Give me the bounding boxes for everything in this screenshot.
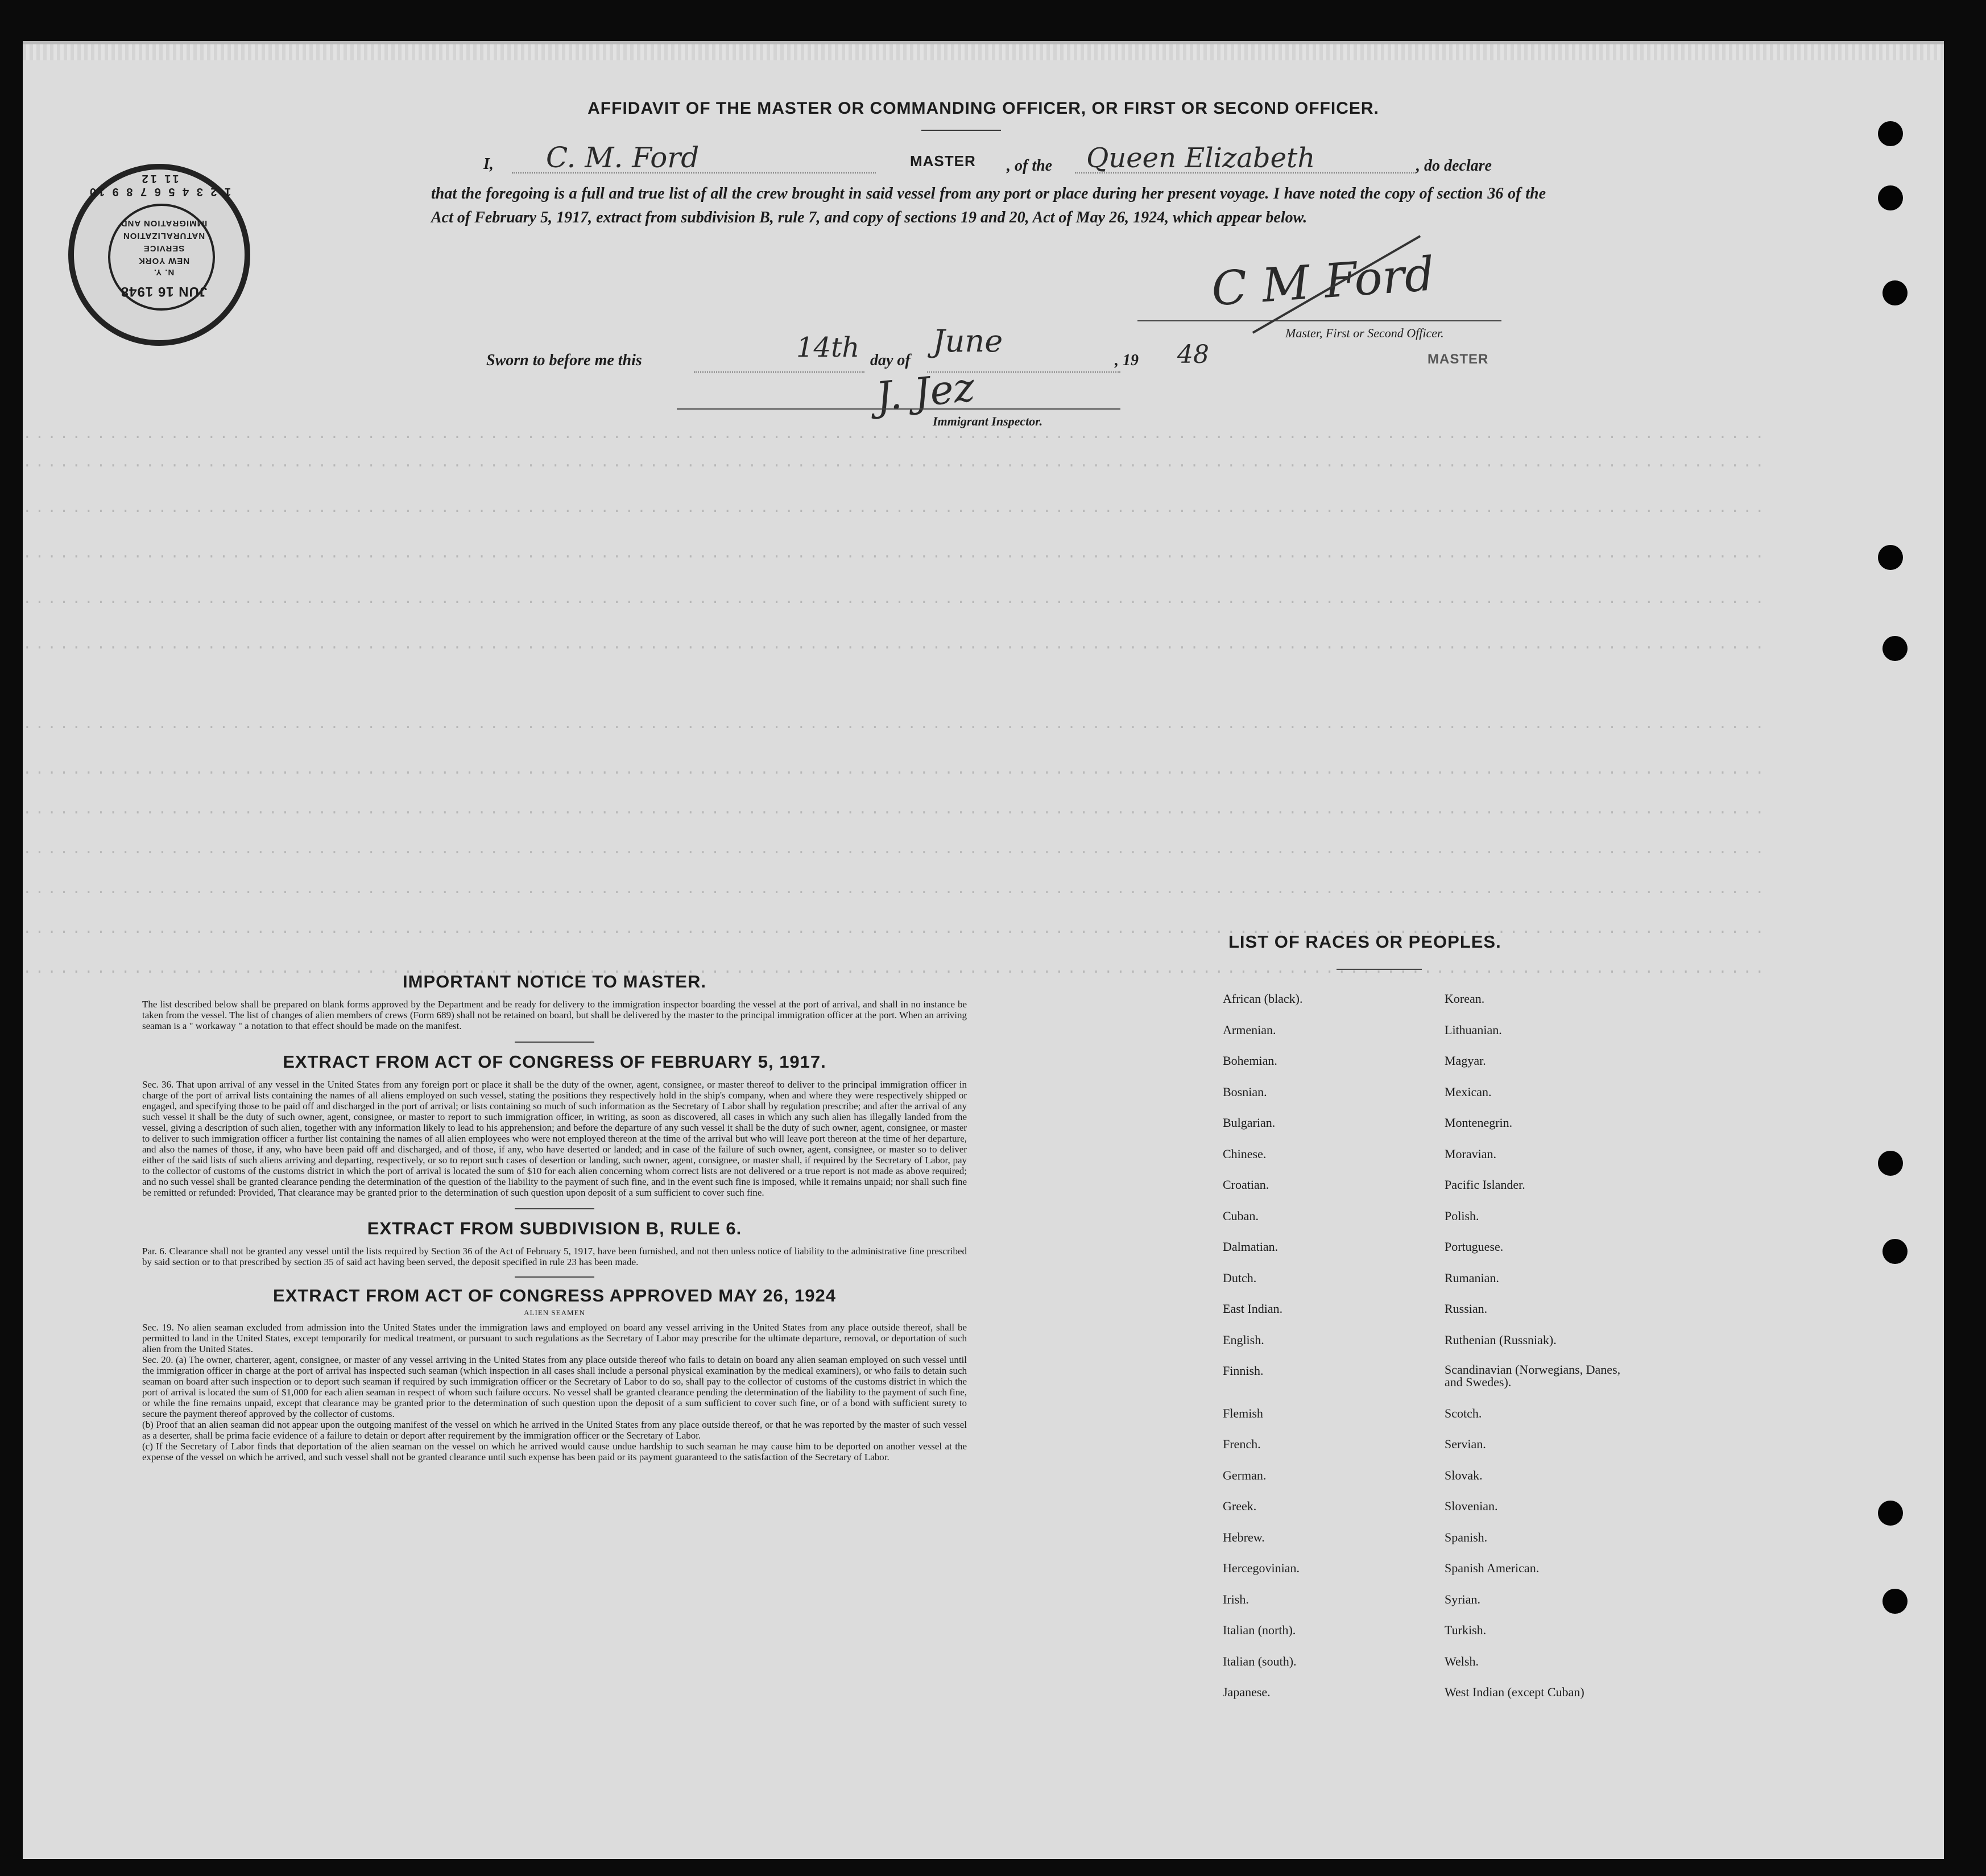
- race-item: Magyar.: [1445, 1053, 1486, 1068]
- officer-name-line: [512, 172, 876, 173]
- race-item: Polish.: [1445, 1208, 1479, 1223]
- race-item: Scandinavian (Norwegians, Danes, and Swedes).: [1445, 1362, 1621, 1389]
- stamp-text-3: SERVICE: [143, 243, 185, 253]
- race-item: German.: [1223, 1468, 1267, 1482]
- race-item: Syrian.: [1445, 1592, 1480, 1606]
- race-item: Spanish American.: [1445, 1561, 1540, 1575]
- punch-hole: [1882, 636, 1908, 661]
- stamp-text-2: NATURALIZATION: [122, 231, 205, 241]
- race-item: Dutch.: [1223, 1270, 1257, 1285]
- signature-caption: Master, First or Second Officer.: [1285, 326, 1444, 340]
- race-item: Cuban.: [1223, 1208, 1259, 1223]
- extract-1917-text: Sec. 36. That upon arrival of any vessel in the United States from any foreign port or place it shall be the duty of the owner, agent, consignee, or master thereof to deliver to the principal immigration officer in charge of the port of arrival lists containing the names of all aliens employed on such vessel, stating the positions they respectively hold in the ship's company, when and where they were respectively shipped or engaged, and specifying those to be paid off and discharged in the port of arrival; or lists containing so much of such information as the Secretary of Labor shall by regulation prescribe; and after the arrival of any such vessel it shall be the duty of such owner, agent, consignee, or master to report to such immigration officer, in writing, as soon as discovered, all cases in which any such alien has illegally landed from the vessel, giving a description of such alien, together with any information likely to lead to his apprehension; and before the departure of any such vessel it shall be the duty of such owner, agent, consignee, or master to deliver to such immigration officer a further list containing the names of all alien employees who were not employed thereon at the time of the arrival but who will leave port thereon at the time of her departure, and also the names of those, if any, who have been paid off and discharged, and of those, if any, who have deserted or landed; and in case of the failure of such owner, agent, consignee, or master so to deliver either of the said lists of such aliens arriving and departing, respectively, or so to report such cases of desertion or landing, such owner, agent, consignee, or master shall, if required by the Secretary of Labor, pay to the collector of customs of the customs district in which the port of arrival is located the sum of $10 for each alien concerning whom correct lists are not delivered or a true report is not made as above required; and no such vessel shall be granted clearance pending the determination of the question of the liability to the payment of such fine, and in the event such fine is imposed, while it remains unpaid; nor shall such fine be remitted or refunded: Provided, That clearance may be granted prior to the determination of such question upon deposit of a sum sufficient to cover such fine.: [142, 1079, 967, 1198]
- punch-hole: [1878, 121, 1903, 146]
- race-item: Italian (south).: [1223, 1654, 1297, 1668]
- signature-master-stamp: MASTER: [1428, 352, 1489, 367]
- signature-line: [1137, 320, 1501, 321]
- vessel-name-line: [1075, 172, 1416, 173]
- stamp-text-5: N. Y.: [153, 267, 175, 277]
- stamp-ring-numbers: 1 2 3 4 5 6 7 8 9 10 11 12: [87, 172, 231, 198]
- important-notice-text: The list described below shall be prepared on blank forms approved by the Department and be ready for delivery to the immigration inspector boarding the vessel at the port of arrival, and shall in no instance be taken from the vessel. The list of changes of alien members of crews (Form 689) shall not be retained on board, but shall be delivered by the master to the principal immigration officer at the port. When an arriving seaman is a " workaway " a notation to that effect should be made on the manifest.: [142, 999, 967, 1031]
- race-item: Portuguese.: [1445, 1239, 1504, 1254]
- race-item: Irish.: [1223, 1592, 1249, 1606]
- race-item: Japanese.: [1223, 1685, 1271, 1699]
- race-item: Finnish.: [1223, 1363, 1264, 1378]
- race-item: Pacific Islander.: [1445, 1177, 1525, 1192]
- extract-1917-title: EXTRACT FROM ACT OF CONGRESS OF FEBRUARY 5, 1917.: [283, 1052, 826, 1072]
- year-prefix: , 19: [1115, 352, 1139, 369]
- race-item: Slovenian.: [1445, 1499, 1498, 1513]
- race-item: Rumanian.: [1445, 1270, 1499, 1285]
- race-item: Hebrew.: [1223, 1530, 1265, 1544]
- race-item: Welsh.: [1445, 1654, 1479, 1668]
- race-item: Ruthenian (Russniak).: [1445, 1332, 1557, 1347]
- punch-hole: [1878, 1501, 1903, 1526]
- extract-rule6-title: EXTRACT FROM SUBDIVISION B, RULE 6.: [367, 1218, 742, 1238]
- manifest-page: .............................................................................................................................................. .............................................................................................................................................. .............................................................................................................................................. .............................................................................................................................................. .............................................................................................................................................. .............................................................................................................................................. .............................................................................................................................................. .............................................................................................................................................. .............................................................................................................................................. .............................................................................................................................................. .............................................................................................................................................. .............................................................................................................................................. .............................................................................................................................................. AFFIDAVIT OF THE MASTER OR COMMANDING OFFICER, OR FIRST OR SECOND OFFICER. I, C. M. Ford MASTER , of the Queen Elizabeth , do declare that the foregoing is a full and true list of all the crew brought in said vessel from any port or place during her present voyage. I have noted the copy of section 36 of the Act of February 5, 1917, extract from subdivision B, rule 7, and copy of sections 19 and 20, Act of May 26, 1924, which appear below. C M Ford Master, First or Second Officer. MASTER Sworn to before me this 14th day of June , 19 48 J. Jez Immigrant Inspector. IMMIGRATION AND NATURALIZATION SERVICE NEW YORK N. Y. JUN 16 1948 1 2 3 4 5 6 7 8 9 10 11 12 IMPORTANT NOTICE TO MASTER. The list described below shall be prepared on blank forms approved by the Department and be ready for delivery to the immigration inspector boarding the vessel at the port of arrival, and shall in no instance be taken from the vessel. The list of changes of alien members of crews (Form 689) shall not be retained on board, but shall be delivered by the master to the principal immigration officer at the port. When an arriving seaman is a " workaway " a notation to that effect should be made on the manifest. EXTRACT FROM ACT OF CONGRESS OF FEBRUARY 5, 1917. Sec. 36. That upon arrival of any vessel in the United States from any foreign port or place it shall be the duty of the owner, agent, consignee, or master thereof to deliver to the principal immigration officer in charge of the port of arrival lists containing the names of all aliens employed on such vessel, stating the positions they respectively hold in the ship's company, when and where they were respectively shipped or engaged, and specifying those to be paid off and discharged in the port of arrival; or lists containing so much of such information as the Secretary of Labor shall by regulation prescribe; and after the arrival of any such vessel it shall be the duty of such owner, agent, consignee, or master to report to such immigration officer, in writing, as soon as discovered, all cases in which any such alien has illegally landed from the vessel, giving a description of such alien, together with any information likely to lead to his apprehension; and before the departure of any such vessel it shall be the duty of such owner, agent, consignee, or master to deliver to such immigration officer a further list containing the names of all alien employees who were not employed thereon at the time of the arrival but who will leave port thereon at the time of her departure, and also the names of those, if any, who have been paid off and discharged, and of those, if any, who have deserted or landed; and in case of the failure of such owner, agent, consignee, or master so to deliver either of the said lists of such aliens arriving and departing, respectively, or so to report such cases of desertion or landing, such owner, agent, consignee, or master shall, if required by the Secretary of Labor, pay to the collector of customs of the customs district in which the port of arrival is located the sum of $10 for each alien concerning whom correct lists are not delivered or a true report is not made as above required; and no such vessel shall be granted clearance pending the determination of the question of the liability to the payment of such fine, and in the event such fine is imposed, while it remains unpaid; nor shall such fine be remitted or refunded: Provided, That clearance may be granted prior to the determination of such question upon deposit of a sum sufficient to cover such fine. EXTRACT FROM SUBDIVISION B, RULE 6. Par. 6. Clearance shall not be granted any vessel until the lists required by Section 36 of the Act of February 5, 1917, have been furnished, and not then unless notice of liability to the administrative fine prescribed by said section or to that prescribed by section 35 of said act having been served, the deposit specified in rule 23 has been made. EXTRACT FROM ACT OF CONGRESS APPROVED MAY 26, 1924 ALIEN SEAMEN Sec. 19. No alien seaman excluded from admission into the United States under the immigration laws and employed on board any vessel arriving in the United States from any place outside thereof, shall be permitted to land in the United States, except temporarily for medical treatment, or pursuant to such regulations as the Secretary of Labor may prescribe for the ultimate departure, removal, or deportation of such alien from the United States. Sec. 20. (a) The owner, charterer, agent, consignee, or master of any vessel arriving in the United States from any place outside thereof who fails to detain on board any alien seaman employed on such vessel until the immigration officer in charge at the port of arrival has inspected such seaman (which inspection in all cases shall include a personal physical examination by the medical examiners), or who fails to detain such seaman on board after such inspection or to deport such seaman if required by such immigration officer or the Secretary of Labor to do so, shall pay to the collector of customs of the customs district in which the port of arrival is located the sum of $1,000 for each alien seaman in respect of whom such failure occurs. No vessel shall be granted clearance pending the determination of the liability to the payment of such fine, or while the fine remains unpaid, except that clearance may be granted prior to the determination of such question upon the deposit of a sum sufficient to cover such fine, or of a bond with sufficient surety to secure the payment thereof approved by the collector of customs. (b) Proof that an alien seaman did not appear upon the outgoing manifest of the vessel on which he arrived in the United States from any place outside thereof, or that he was reported by the master of such vessel as a deserter, shall be prima facie evidence of a failure to detain or deport after requirement by the immigration officer or the Secretary of Labor. (c) If the Secretary of Labor finds that deportation of the alien seaman on the vessel on which he arrived would cause undue hardship to such seaman he may cause him to be deported on another vessel at the expense of the vessel on which he arrived, and such vessel shall not be granted clearance until such expense has been paid or its payment guaranteed to the satisfaction of the Secretary of Labor. LIST OF RACES OR PEOPLES. African (black). Armenian. Bohemian. Bosnian. Bulgarian. Chinese. Croatian. Cuban. Dalmatian. Dutch. East Indian. English. Finnish. Flemish French. German. Greek. Hebrew. Hercegovinian. Irish. Italian (north). Italian (south). Japanese. Korean. Lithuanian. Magyar. Mexican. Montenegrin. Moravian. Pacific Islander. Polish. Portuguese. Rumanian. Russian. Ruthenian (Russniak). Scandinavian (Norwegians, Danes, and Swedes). Scotch. Servian. Slovak. Slovenian. Spanish. Spanish American. Syrian. Turkish. Welsh. West Indian (except Cuban): [23, 41, 1944, 1859]
- officer-name: C. M. Ford: [546, 141, 700, 174]
- race-item: Scotch.: [1445, 1406, 1482, 1420]
- races-divider: [1337, 969, 1422, 970]
- stamp-text-1: IMMIGRATION AND: [120, 218, 208, 228]
- extract-rule6-text: Par. 6. Clearance shall not be granted any vessel until the lists required by Section 36 of the Act of February 5, 1917, have been furnished, and not then unless notice of liability to the administrative fine prescribed by said section or to that prescribed by section 35 of said act having been served, the deposit specified in rule 23 has been made.: [142, 1246, 967, 1267]
- inspector-caption: Immigrant Inspector.: [933, 414, 1043, 428]
- sworn-year: 48: [1177, 340, 1209, 369]
- notice-divider: [515, 1042, 594, 1043]
- race-item: Bulgarian.: [1223, 1115, 1276, 1130]
- extract-1924-sec19: Sec. 19. No alien seaman excluded from admission into the United States under the immigration laws and employed on board any vessel arriving in the United States from any place outside thereof, shall be permitted to land in the United States, except temporarily for medical treatment, or pursuant to such regulations as the Secretary of Labor may prescribe for the ultimate departure, removal, or deportation of such alien from the United States.: [142, 1322, 967, 1354]
- sworn-day-line: [694, 371, 864, 373]
- race-item: Bohemian.: [1223, 1053, 1277, 1068]
- race-item: Flemish: [1223, 1406, 1263, 1420]
- race-item: Dalmatian.: [1223, 1239, 1279, 1254]
- race-item: Moravian.: [1445, 1146, 1497, 1161]
- race-item: Servian.: [1445, 1437, 1486, 1451]
- race-item: West Indian (except Cuban): [1445, 1685, 1584, 1699]
- race-item: Hercegovinian.: [1223, 1561, 1300, 1575]
- extract-1924-sec20a: Sec. 20. (a) The owner, charterer, agent, consignee, or master of any vessel arriving in the United States from any place outside thereof who fails to detain on board any alien seaman employed on such vessel until the immigration officer in charge at the port of arrival has inspected such seaman (which inspection in all cases shall include a personal physical examination by the medical examiners), or who fails to detain such seaman on board after such inspection or to deport such seaman if required by such immigration officer or the Secretary of Labor to do so, shall pay to the collector of customs of the customs district in which the port of arrival is located the sum of $1,000 for each alien seaman in respect of whom such failure occurs. No vessel shall be granted clearance pending the determination of the liability to the payment of such fine, or while the fine remains unpaid, except that clearance may be granted prior to the determination of such question upon the deposit of a sum sufficient to cover such fine, or of a bond with sufficient surety to secure the payment thereof approved by the collector of customs.: [142, 1354, 967, 1419]
- inspector-signature: J. Jez: [874, 363, 977, 420]
- immigration-date-stamp: [68, 164, 250, 346]
- of-the-label: , of the: [1007, 157, 1053, 175]
- punch-hole: [1882, 1589, 1908, 1614]
- day-of-label: day of: [870, 352, 911, 369]
- punch-hole: [1878, 1151, 1903, 1176]
- race-item: English.: [1223, 1332, 1264, 1347]
- declaration-i: I,: [483, 155, 494, 173]
- race-item: Bosnian.: [1223, 1084, 1267, 1099]
- race-item: East Indian.: [1223, 1301, 1283, 1316]
- race-item: Korean.: [1445, 991, 1485, 1006]
- race-item: Turkish.: [1445, 1623, 1487, 1637]
- extract-1924-sec20b: (b) Proof that an alien seaman did not appear upon the outgoing manifest of the vessel on which he arrived in the United States from any place outside thereof, or that he was reported by the master of such vessel as a deserter, shall be prima facie evidence of a failure to detain or deport after requirement by the immigration officer or the Secretary of Labor.: [142, 1419, 967, 1441]
- affidavit-heading: AFFIDAVIT OF THE MASTER OR COMMANDING OFFICER, OR FIRST OR SECOND OFFICER.: [587, 99, 1379, 118]
- race-item: Mexican.: [1445, 1084, 1492, 1099]
- race-item: Chinese.: [1223, 1146, 1267, 1161]
- race-item: Spanish.: [1445, 1530, 1488, 1544]
- master-signature: C M Ford: [1210, 247, 1437, 317]
- sworn-day: 14th: [796, 332, 860, 363]
- punch-hole: [1882, 1239, 1908, 1264]
- race-item: French.: [1223, 1437, 1261, 1451]
- race-item: Greek.: [1223, 1499, 1257, 1513]
- stamp-date: JUN 16 1948: [120, 284, 208, 299]
- races-title: LIST OF RACES OR PEOPLES.: [1228, 932, 1501, 952]
- punch-hole: [1878, 545, 1903, 570]
- punch-hole: [1882, 280, 1908, 305]
- do-declare-label: , do declare: [1416, 157, 1492, 175]
- race-item: Italian (north).: [1223, 1623, 1296, 1637]
- affidavit-body: that the foregoing is a full and true list of all the crew brought in said vessel from any port or place during her present voyage. I have noted the copy of section 36 of the Act of February 5, 1917, extract from subdivision B, rule 7, and copy of sections 19 and 20, Act of May 26, 1924, which appear below.: [431, 185, 1546, 226]
- stamp-text-4: NEW YORK: [138, 256, 190, 266]
- race-item: Russian.: [1445, 1301, 1488, 1316]
- punch-hole: [1878, 185, 1903, 210]
- important-notice-title: IMPORTANT NOTICE TO MASTER.: [403, 972, 706, 991]
- race-item: Slovak.: [1445, 1468, 1483, 1482]
- vessel-name: Queen Elizabeth: [1086, 142, 1315, 174]
- sworn-month: June: [933, 323, 1003, 359]
- extract-1924-title: EXTRACT FROM ACT OF CONGRESS APPROVED MAY 26, 1924: [273, 1286, 836, 1305]
- extract-rule6-divider: [515, 1276, 594, 1278]
- inspector-line: [677, 408, 1120, 410]
- master-title-stamp: MASTER: [910, 152, 976, 170]
- extract-1924-subtitle: ALIEN SEAMEN: [524, 1308, 585, 1317]
- race-item: African (black).: [1223, 991, 1303, 1006]
- race-item: Armenian.: [1223, 1022, 1276, 1037]
- sworn-prefix: Sworn to before me this: [486, 352, 642, 369]
- important-notice-section: [142, 972, 967, 1462]
- extract-1917-divider: [515, 1208, 594, 1209]
- extract-1924-sec20c: (c) If the Secretary of Labor finds that deportation of the alien seaman on the vessel on which he arrived would cause undue hardship to such seaman he may cause him to be deported on another vessel at the expense of the vessel on which he arrived, and such vessel shall not be granted clearance until such expense has been paid or its payment guaranteed to the satisfaction of the Secretary of Labor.: [142, 1441, 967, 1462]
- race-item: Montenegrin.: [1445, 1115, 1513, 1130]
- heading-rule: [921, 130, 1001, 131]
- race-item: Lithuanian.: [1445, 1022, 1502, 1037]
- race-item: Croatian.: [1223, 1177, 1269, 1192]
